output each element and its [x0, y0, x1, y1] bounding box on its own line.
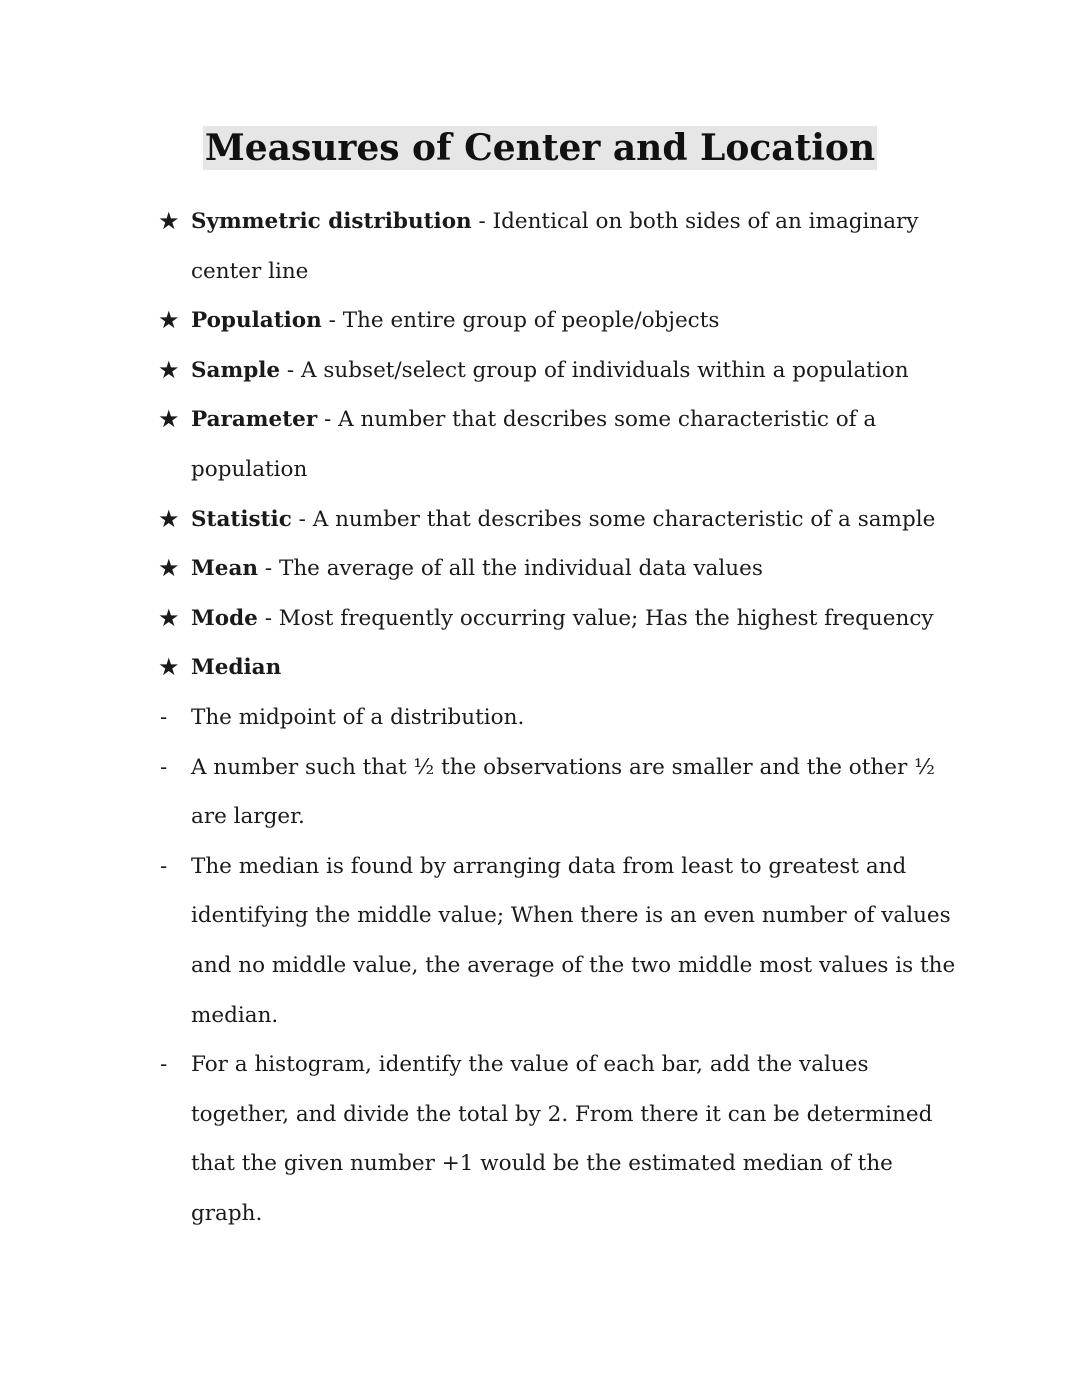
term-separator: -: [471, 209, 493, 234]
term-item-median: [158, 643, 958, 693]
term-separator: -: [291, 506, 313, 532]
term-name: Statistic: [191, 506, 292, 532]
dash-bullet-icon: -: [160, 853, 168, 878]
term-name: Sample: [191, 357, 281, 383]
term-item-symmetric-distribution: [158, 197, 958, 296]
star-bullet-icon: ★: [158, 355, 180, 384]
page-title: Measures of Center and Location: [204, 127, 876, 169]
term-name: Symmetric distribution: [191, 209, 472, 234]
median-point: [158, 743, 958, 842]
dash-bullet-icon: -: [160, 754, 168, 779]
term-separator: -: [321, 308, 343, 334]
term-item-statistic: [158, 495, 958, 545]
star-bullet-icon: ★: [158, 405, 180, 434]
median-point-text: For a histogram, identify the value of each bar, add the values together, and divide the total by 2. From there it can be determined that the given number +1 would be the estimated median of the graph.: [191, 1052, 933, 1226]
term-definition: A subset/select group of individuals within a population: [301, 357, 909, 383]
star-bullet-icon: ★: [158, 554, 180, 583]
star-bullet-icon: ★: [158, 504, 180, 533]
star-bullet-icon: ★: [158, 653, 180, 682]
term-definition: The entire group of people/objects: [342, 308, 720, 334]
star-bullet-icon: ★: [158, 603, 180, 632]
star-bullet-icon: ★: [158, 306, 180, 335]
term-item-mean: [158, 544, 958, 594]
dash-bullet-icon: -: [160, 1052, 168, 1077]
term-item-population: [158, 296, 958, 346]
term-separator: -: [258, 556, 279, 582]
median-point: [158, 1040, 958, 1238]
term-definition: A number that describes some characteristic of a population: [191, 407, 877, 482]
term-item-parameter: [158, 395, 958, 494]
term-separator: -: [257, 605, 279, 631]
star-bullet-icon: ★: [158, 207, 180, 235]
median-point-text: The midpoint of a distribution.: [191, 704, 525, 730]
term-separator: -: [317, 407, 339, 433]
median-point-text: A number such that ½ the observations are smaller and the other ½ are larger.: [191, 754, 935, 830]
median-point: [158, 842, 958, 1040]
term-name: Parameter: [191, 407, 318, 433]
term-name: Mode: [191, 605, 258, 631]
notes-content: [158, 197, 958, 1238]
term-definition: Most frequently occurring value; Has the highest frequency: [278, 605, 934, 631]
term-definition: Identical on both sides of an imaginary center line: [191, 209, 919, 284]
dash-bullet-icon: -: [160, 704, 168, 729]
median-point-text: The median is found by arranging data from least to greatest and identifying the middle value; When there is an even number of values and no middle value, the average of the two middle most values is the median.: [191, 853, 956, 1028]
term-name: Mean: [191, 556, 259, 582]
term-definition: The average of all the individual data values: [278, 556, 763, 582]
term-item-mode: [158, 594, 958, 644]
title-wrapper: [0, 126, 1080, 170]
term-item-sample: [158, 346, 958, 396]
term-separator: -: [280, 357, 302, 383]
term-name: Median: [191, 655, 282, 681]
term-definition: A number that describes some characteristic of a sample: [312, 506, 936, 532]
median-point: [158, 693, 958, 743]
term-name: Population: [191, 308, 322, 334]
